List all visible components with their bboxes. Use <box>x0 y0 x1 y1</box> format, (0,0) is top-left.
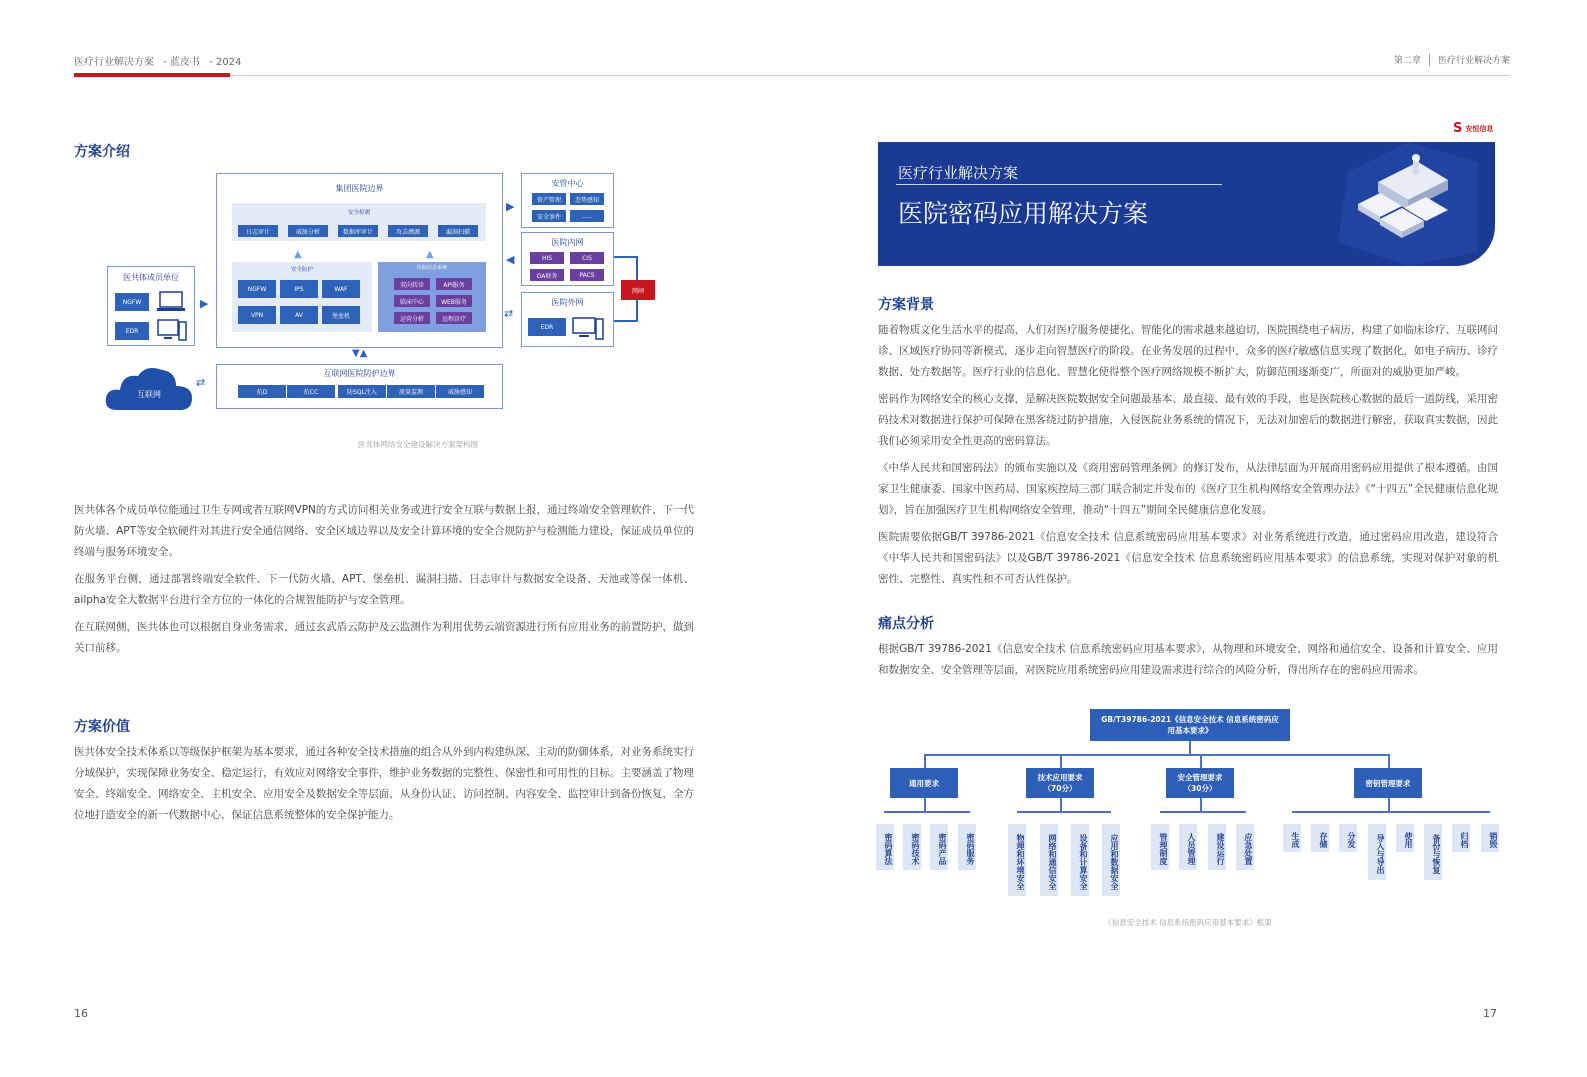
tree-leaf: 密码技术 <box>903 824 921 870</box>
value-paragraph: 医共体安全技术体系以等级保护框架为基本要求，通过各种安全技术措施的组合从外到内构建纵深、主动的防御体系，对业务系统实行分域保护，实现保障业务安全、稳定运行，有效应对网络安全事件，维护业务数据的完整性、保密性和可用性的目标。主要涵盖了物理安全、终端安全、网络安全、主机安全、应用安全及数据安全等层面，从身份认证、访问控制、内容安全、监控审计到备份恢复，全方位地打造安全的新一代数据中心，保证信息系统整体的安全保护能力。 <box>74 746 694 821</box>
tree-leaf: 应急处置 <box>1236 824 1254 870</box>
background-paragraph: 《中华人民共和国密码法》的颁布实施以及《商用密码管理条例》的修订发布，从法律层面为开展商用密码应用提供了根本遵循。由国家卫生健康委、国家中医药局、国家疾控局三部门联合制定并发布的《医疗卫生机构网络安全管理办法》《“十四五”全民健康信息化规划》，旨在加强医疗卫生机构网络安全管理，推动“十四五”期间全民健康信息化发展。 <box>878 462 1498 516</box>
header-doc-type: - 蓝皮书 <box>163 57 200 68</box>
bidirectional-arrow-icon: ⇄ <box>504 307 514 320</box>
app-item: 远程诊疗 <box>436 312 472 324</box>
tree-root: GB/T39786-2021《信息安全技术 信息系统密码应用基本要求》 <box>1090 709 1290 741</box>
background-paragraph: 密码作为网络安全的核心支撑，是解决医院数据安全问题最基本、最直接、最有效的手段，也是医院核心数据的最后一道防线，采用密码技术对数据进行保护可保障在黑客绕过防护措施，入侵医院业务系统的情况下，无法对加密后的数据进行解密，获取真实数据，因此我们必须采用安全性更高的密码算法。 <box>878 393 1498 447</box>
tree-leaf: 备份与恢复 <box>1424 824 1442 880</box>
up-arrow-icon: ▲ <box>294 249 302 260</box>
protect-item: NGFW <box>238 280 276 298</box>
background-body <box>878 320 1498 590</box>
intro-paragraph: 在互联网侧，医共体也可以根据自身业务需求，通过玄武盾云防护及云监测作为利用优势云端资源进行所有应用业务的前置防护，做到关口前移。 <box>74 621 694 654</box>
internet-item: 流量监测 <box>387 385 435 398</box>
cloud-icon <box>104 362 196 414</box>
intranet-title: 医院内网 <box>551 238 584 247</box>
gatekeeper-badge: 网闸 <box>621 280 655 300</box>
header-divider <box>1429 54 1430 66</box>
detect-item: 攻击溯源 <box>388 225 428 237</box>
header-doc-year: - 2024 <box>209 57 242 68</box>
tree-leaf: 密码服务 <box>958 824 976 870</box>
tree-connector <box>1060 754 1062 768</box>
logo-mark-icon: S <box>1453 121 1463 136</box>
group-border-title: 集团医院边界 <box>335 184 384 193</box>
tree-connector <box>924 798 926 811</box>
laptop-icon <box>156 290 188 344</box>
tree-connector <box>1292 811 1490 813</box>
tree-leaf: 物理和环境安全 <box>1008 824 1026 896</box>
intro-heading: 方案介绍 <box>74 144 130 160</box>
tree-group: 技术应用要求（70分） <box>1026 768 1094 798</box>
pain-paragraph: 根据GB/T 39786-2021《信息安全技术 信息系统密码应用基本要求》，从物理和环境安全、网络和通信安全、设备和计算安全、应用和数据安全、安全管理等层面，对医院应用系统密码应用建设需求进行综合的风险分析，得出所存在的密码应用需求。 <box>878 643 1498 676</box>
protect-item: IPS <box>280 280 318 298</box>
tree-connector <box>1189 741 1191 754</box>
app-item: 双向转诊 <box>394 278 430 290</box>
connector-line <box>614 256 638 258</box>
background-paragraph: 医院需要依据GB/T 39786-2021《信息安全技术 信息系统密码应用基本要求》对业务系统进行改造，通过密码应用改造，建设符合《中华人民共和国密码法》以及GB/T 39786-2021《信息安全技术 信息系统密码应用基本要求》的信息系统，实现对保护对象的机密性、完整性、真实性和不可否认性保护。 <box>878 531 1498 585</box>
app-item: 运营分析 <box>394 312 430 324</box>
up-arrow-icon: ▲ <box>426 249 434 260</box>
intro-body <box>74 500 694 659</box>
soc-item: 安全事件 <box>532 210 566 222</box>
soc-item: ...... <box>570 210 604 222</box>
header-chapter: 第二章 <box>1393 56 1421 66</box>
security-detect-title: 安全检测 <box>347 210 370 216</box>
right-arrow-icon: ▶ <box>200 297 209 310</box>
tree-leaf: 密码算法 <box>876 824 894 870</box>
isometric-chip-icon <box>1318 142 1495 266</box>
app-panel-title: 医院信息系统 <box>416 265 447 271</box>
tree-leaf: 建设运行 <box>1208 824 1226 870</box>
architecture-diagram <box>104 172 644 417</box>
tree-connector <box>884 811 970 813</box>
requirements-tree <box>874 708 1514 903</box>
header-accent-bar <box>74 73 230 77</box>
intranet-item: HIS <box>530 252 564 264</box>
app-item: WEB服务 <box>436 295 472 307</box>
value-body <box>74 742 694 826</box>
banner-subtitle: 医疗行业解决方案 <box>898 164 1019 182</box>
tree-connector <box>1060 798 1062 811</box>
detect-item: 漏洞扫描 <box>438 225 478 237</box>
tree-connector <box>1160 811 1246 813</box>
detect-item: 日志审计 <box>238 225 278 237</box>
tree-connector <box>1388 754 1390 768</box>
app-item: 临床中心 <box>394 295 430 307</box>
internet-item: 防SQL注入 <box>338 385 386 398</box>
tree-leaf: 存储 <box>1311 824 1329 852</box>
logo-text: 安恒信息 <box>1465 124 1494 133</box>
left-arrow-icon: ◀ <box>506 253 515 266</box>
pain-body <box>878 639 1498 681</box>
tree-leaf: 销毁 <box>1481 824 1499 852</box>
internet-border-title: 互联网医院防护边界 <box>323 369 396 378</box>
tree-group: 通用要求 <box>890 768 958 798</box>
connector-line <box>636 300 638 322</box>
hero-banner <box>878 142 1495 266</box>
tree-group: 安全管理要求（30分） <box>1166 768 1234 798</box>
pain-heading: 痛点分析 <box>878 616 934 632</box>
intranet-item: PACS <box>570 269 604 281</box>
tree-leaf: 管理制度 <box>1151 824 1169 870</box>
tree-leaf: 导入与导出 <box>1368 824 1386 880</box>
internet-cloud-label: 互联网 <box>137 390 161 399</box>
header-section: 医疗行业解决方案 <box>1437 56 1510 66</box>
tree-connector <box>1200 798 1202 811</box>
banner-underline <box>896 184 1222 185</box>
app-item: API服务 <box>436 278 472 290</box>
page-number-right: 17 <box>1483 1007 1497 1020</box>
extranet-item: EDR <box>528 318 566 336</box>
internet-item: 威胁感知 <box>436 385 484 398</box>
member-item: EDR <box>115 322 149 340</box>
tree-leaf: 应用和数据安全 <box>1102 824 1120 896</box>
extranet-title: 医院外网 <box>551 298 584 307</box>
running-header-left <box>74 53 247 68</box>
member-unit-title: 医共体成员单位 <box>123 273 179 282</box>
tree-leaf: 网络和通信安全 <box>1040 824 1058 896</box>
protect-item: VPN <box>238 306 276 324</box>
tree-leaf: 设备和计算安全 <box>1071 824 1089 896</box>
soc-item: 态势感知 <box>570 193 604 205</box>
header-rule <box>74 75 1510 76</box>
tree-leaf: 生成 <box>1283 824 1301 852</box>
tree-caption: 《信息安全技术 信息系统密码应用基本要求》框架 <box>1104 918 1272 927</box>
intranet-item: OA财务 <box>530 269 564 281</box>
internet-item: 抗D <box>238 385 286 398</box>
tree-leaf: 分发 <box>1339 824 1357 852</box>
tree-connector <box>924 754 926 768</box>
header-doc-title: 医疗行业解决方案 <box>74 57 154 68</box>
tree-connector <box>1017 811 1111 813</box>
internet-item: 抗CC <box>287 385 335 398</box>
diagram-caption: 医共体网络安全建设解决方案架构图 <box>358 440 478 449</box>
protect-item: 堡垒机 <box>322 306 360 324</box>
intranet-item: CIS <box>570 252 604 264</box>
running-header-right <box>1394 53 1510 66</box>
bidirectional-arrow-icon: ⇄ <box>196 376 206 389</box>
brand-logo <box>1453 121 1493 136</box>
connector-line <box>614 320 638 322</box>
tree-leaf: 归档 <box>1452 824 1470 852</box>
security-protect-title: 安全防护 <box>290 267 313 273</box>
right-arrow-icon: ▶ <box>506 200 515 213</box>
protect-item: AV <box>280 306 318 324</box>
value-heading: 方案价值 <box>74 719 130 735</box>
page-number-left: 16 <box>74 1007 88 1020</box>
tree-group: 密钥管理要求 <box>1354 768 1422 798</box>
tree-connector <box>924 754 1389 756</box>
up-down-arrow-icon: ▼▲ <box>352 348 368 359</box>
soc-item: 资产管理 <box>532 193 566 205</box>
tree-leaf: 使用 <box>1396 824 1414 852</box>
desktop-icon <box>572 316 606 342</box>
protect-item: WAF <box>322 280 360 298</box>
tree-connector <box>1200 754 1202 768</box>
detect-item: 数据库审计 <box>338 225 378 237</box>
tree-leaf: 密码产品 <box>930 824 948 870</box>
background-paragraph: 随着物质文化生活水平的提高，人们对医疗服务便捷化、智能化的需求越来越迫切，医院围绕电子病历，构建了如临床诊疗、互联网问诊、区域医疗协同等新模式，逐步走向智慧医疗的阶段。在业务发展的过程中，众多的医疗敏感信息实现了数据化，如电子病历、诊疗数据、处方数据等。医疗行业的信息化、智慧化使得整个医疗网络规模不断扩大，防御范围逐渐变广，所面对的威胁更加严峻。 <box>878 324 1498 378</box>
tree-leaf: 人员管理 <box>1179 824 1197 870</box>
soc-title: 安管中心 <box>551 179 584 188</box>
detect-item: 威胁分析 <box>288 225 328 237</box>
banner-title: 医院密码应用解决方案 <box>898 199 1149 228</box>
intro-paragraph: 在服务平台侧，通过部署终端安全软件、下一代防火墙、APT、堡垒机、漏洞扫描、日志审计与数据安全设备、天池或等保一体机、ailpha安全大数据平台进行全方位的一体化的合规智能防护与安全管理。 <box>74 573 694 606</box>
connector-line <box>636 256 638 280</box>
intro-paragraph: 医共体各个成员单位能通过卫生专网或者互联网VPN的方式访问相关业务或进行安全互联与数据上报，通过终端安全管理软件、下一代防火墙、APT等安全软硬件对其进行安全通信网络、安全区域边界以及安全计算环境的安全合规防护与检测能力建设，保证成员单位的终端与服务环境安全。 <box>74 504 694 558</box>
background-heading: 方案背景 <box>878 297 934 313</box>
member-item: NGFW <box>115 293 149 311</box>
tree-connector <box>1388 798 1390 811</box>
